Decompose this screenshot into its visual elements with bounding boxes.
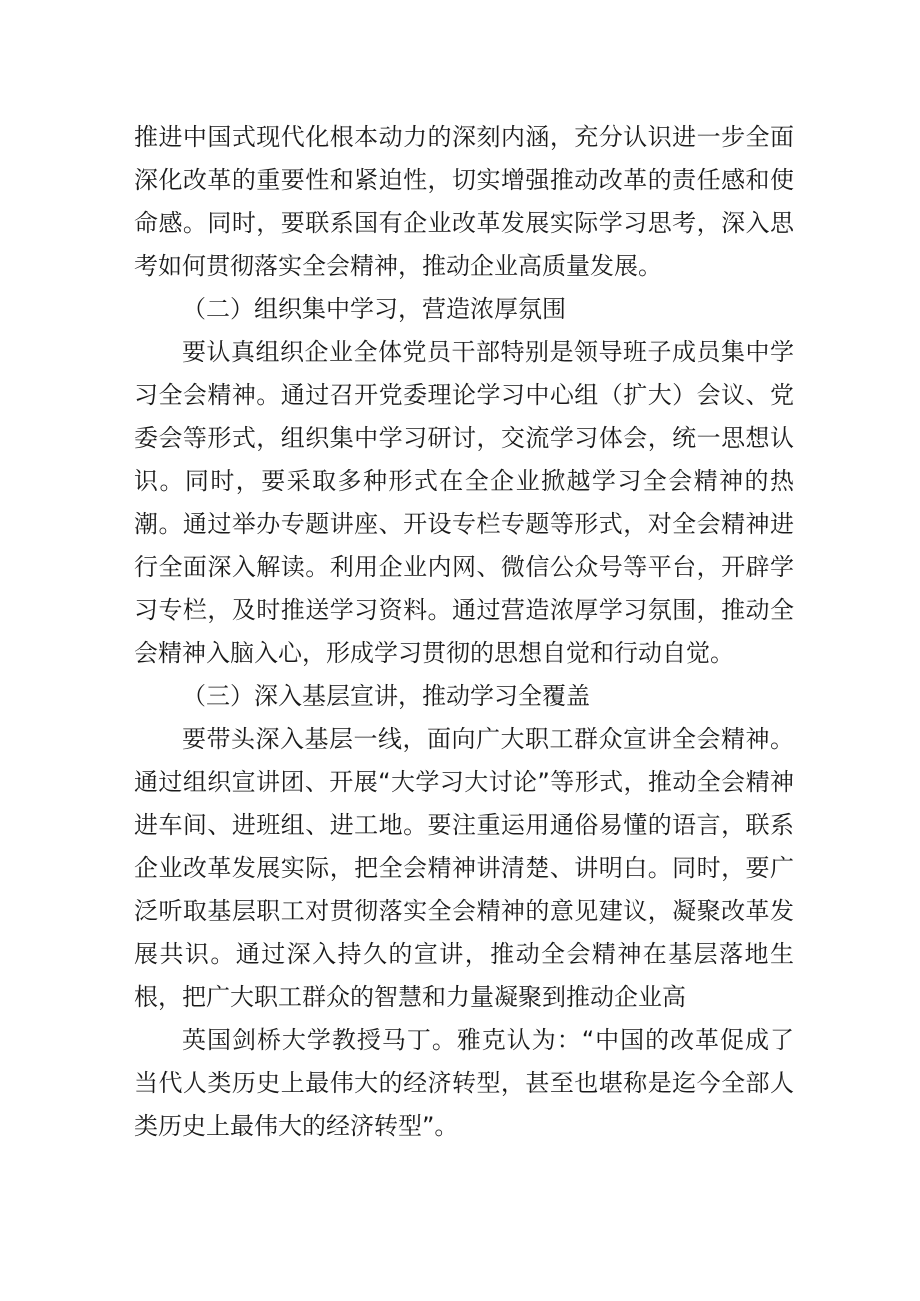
paragraph-quote: 英国剑桥大学教授马丁。雅克认为：“中国的改革促成了当代人类历史上最伟大的经济转型，甚至也堪称是迄今全部人类历史上最伟大的经济转型”。 xyxy=(134,1026,794,1140)
section-heading-3: （三）深入基层宣讲，推动学习全覆盖 xyxy=(182,682,590,710)
section-heading-2: （二）组织集中学习，营造浓厚氛围 xyxy=(182,295,566,323)
paragraph-continued: 推进中国式现代化根本动力的深刻内涵，充分认识进一步全面深化改革的重要性和紧迫性，切实增强推动改革的责任感和使命感。同时，要联系国有企业改革发展实际学习思考，深入思考如何贯彻落实全会精神，推动企业高质量发展。 xyxy=(134,123,794,280)
paragraph-grassroots-outreach: 要带头深入基层一线，面向广大职工群众宣讲全会精神。通过组织宣讲团、开展“大学习大讨论”等形式，推动全会精神进车间、进班组、进工地。要注重运用通俗易懂的语言，联系企业改革发展实际，把全会精神讲清楚、讲明白。同时，要广泛听取基层职工对贯彻落实全会精神的意见建议，凝聚改革发展共识。通过深入持久的宣讲，推动全会精神在基层落地生根，把广大职工群众的智慧和力量凝聚到推动企业高 xyxy=(134,725,794,1011)
paragraph-collective-study: 要认真组织企业全体党员干部特别是领导班子成员集中学习全会精神。通过召开党委理论学习中心组（扩大）会议、党委会等形式，组织集中学习研讨，交流学习体会，统一思想认识。同时，要采取多种形式在全企业掀越学习全会精神的热潮。通过举办专题讲座、开设专栏专题等形式，对全会精神进行全面深入解读。利用企业内网、微信公众号等平台，开辟学习专栏，及时推送学习资料。通过营造浓厚学习氛围，推动全会精神入脑入心，形成学习贯彻的思想自觉和行动自觉。 xyxy=(134,338,794,667)
document-body xyxy=(134,116,794,1148)
